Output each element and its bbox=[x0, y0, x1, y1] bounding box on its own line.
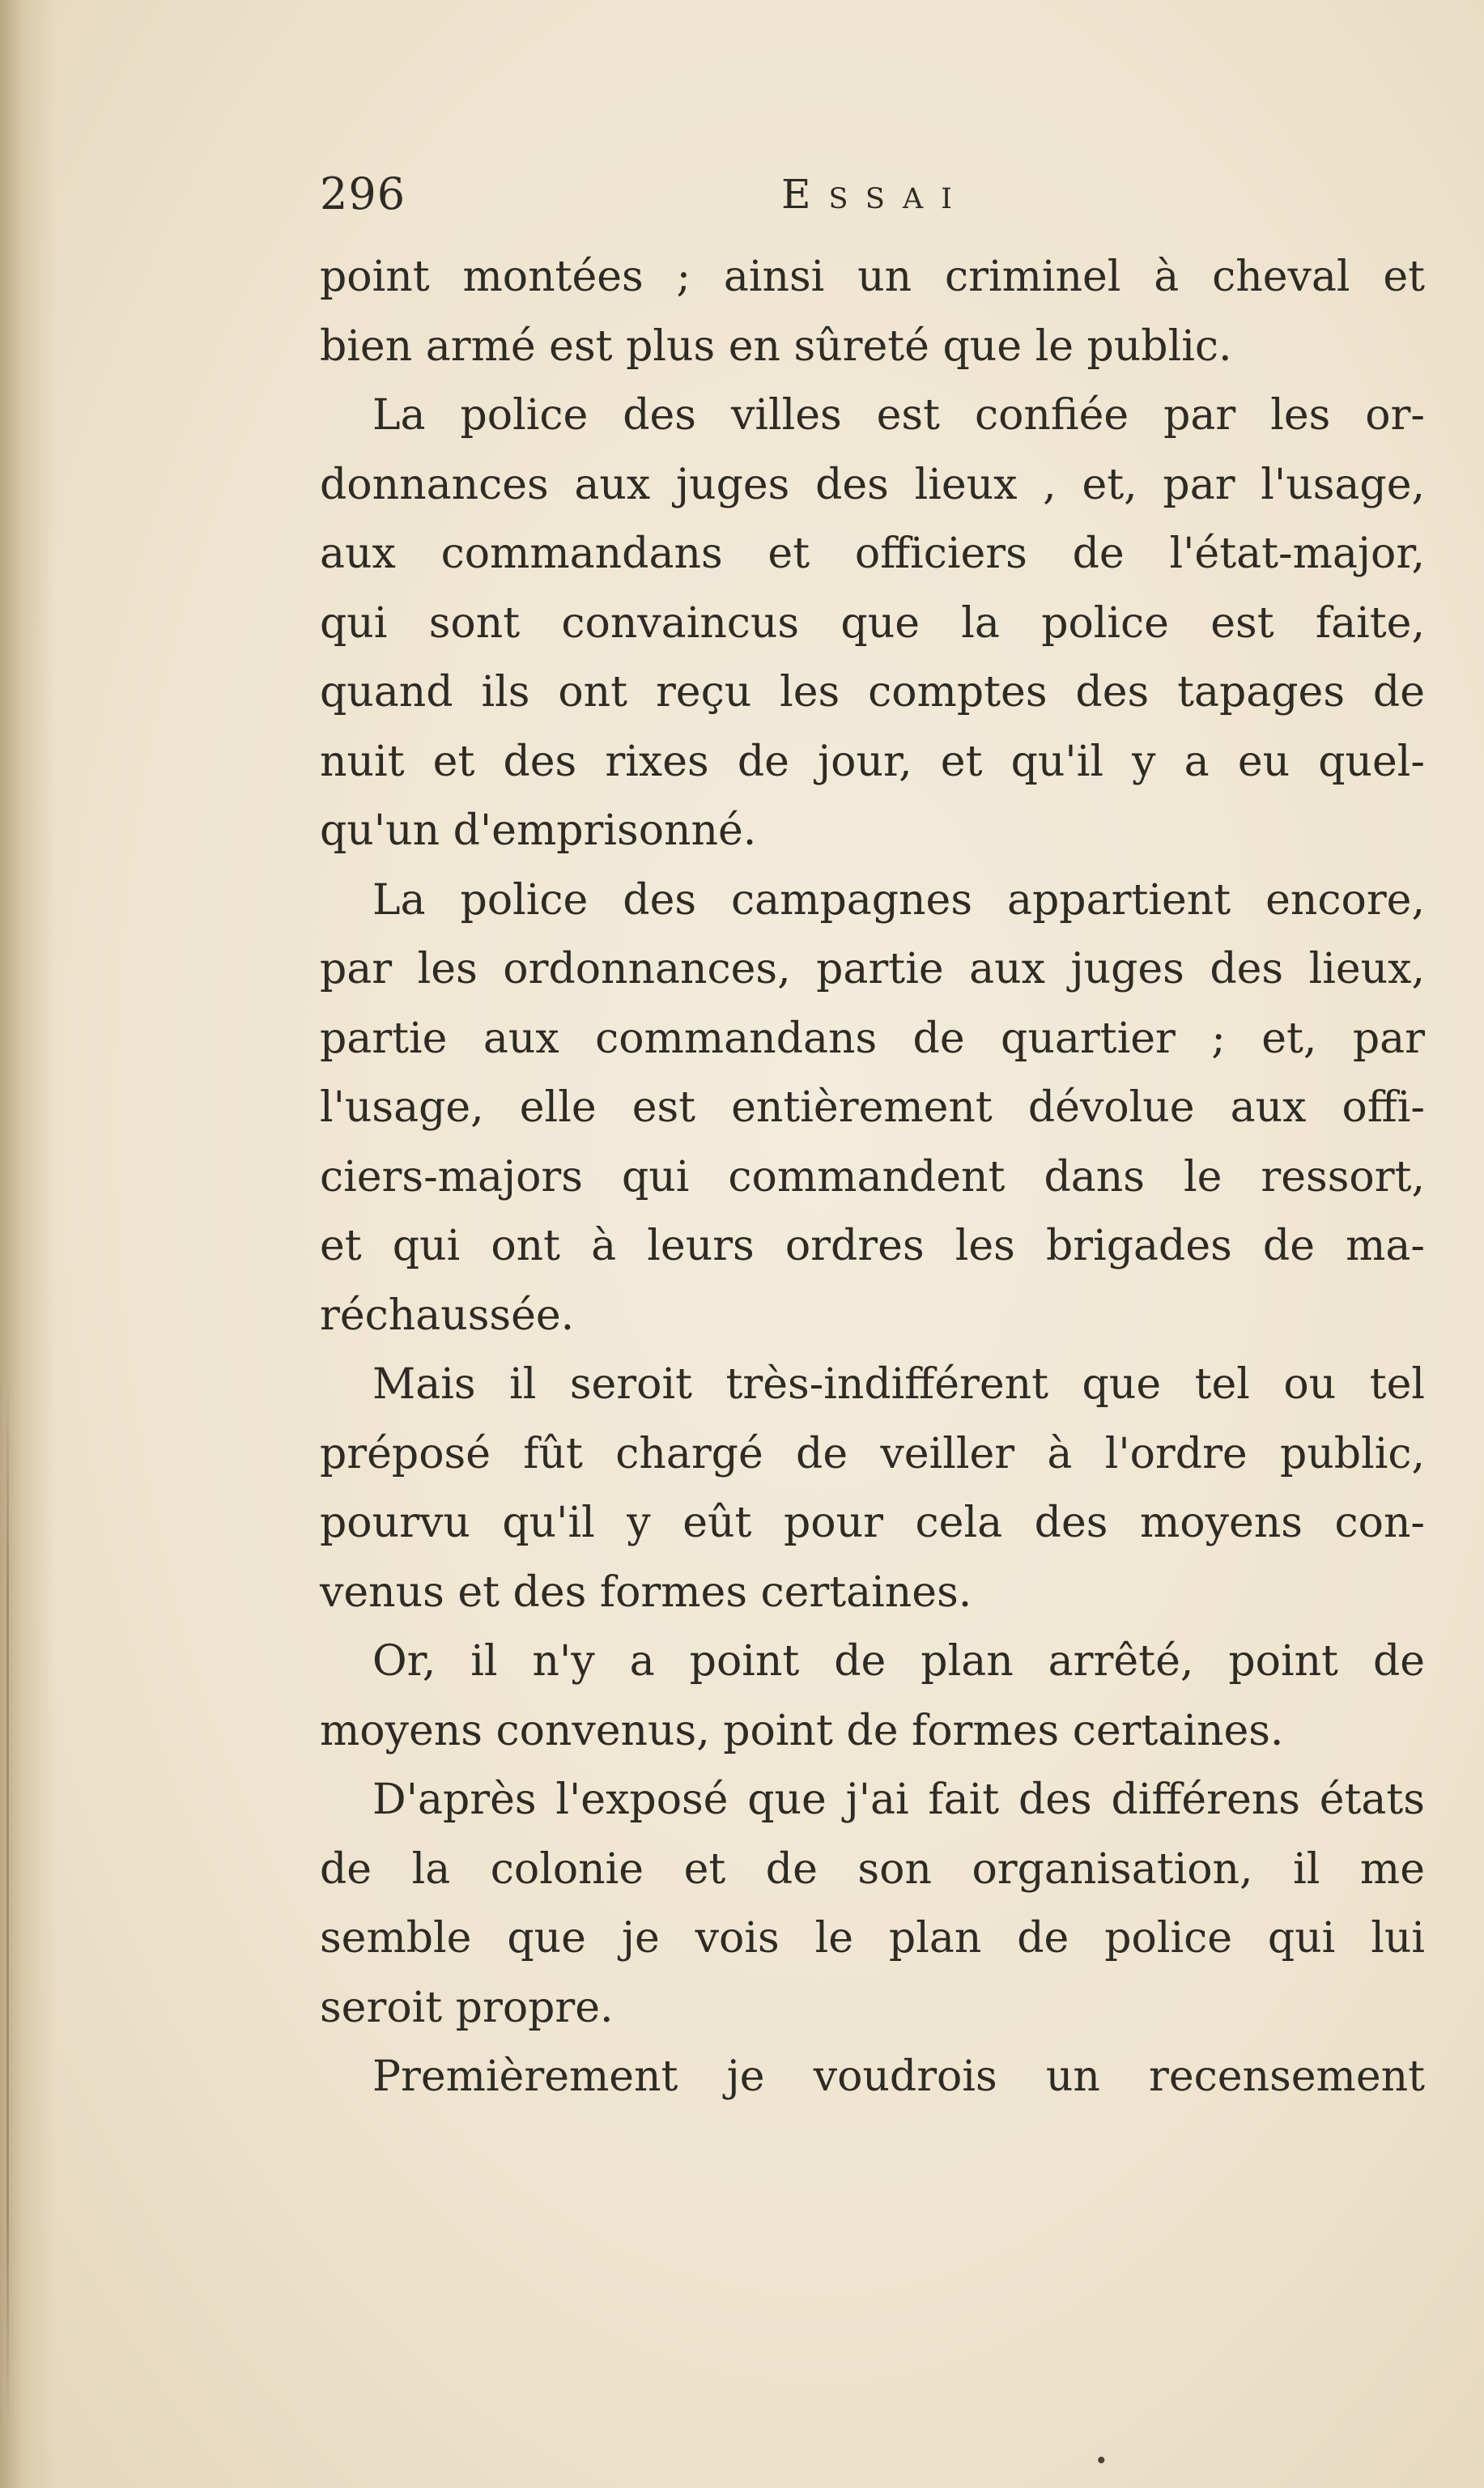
text-line: qui sont convaincus que la police est faite, bbox=[320, 598, 1425, 648]
text-line: préposé fût chargé de veiller à l'ordre public, bbox=[320, 1429, 1425, 1478]
text-line: venus et des formes certaines. bbox=[320, 1567, 972, 1617]
text-line: partie aux commandans de quartier ; et, par bbox=[320, 1014, 1425, 1063]
text-line: et qui ont à leurs ordres les brigades de ma- bbox=[320, 1222, 1425, 1270]
text-line: La police des villes est confiée par les or- bbox=[372, 391, 1425, 440]
text-line: aux commandans et officiers de l'état-major, bbox=[320, 529, 1425, 578]
binding-edge-line bbox=[6, 1376, 9, 2429]
running-head: Essai bbox=[781, 171, 970, 218]
text-line: nuit et des rixes de jour, et qu'il y a eu quel- bbox=[320, 737, 1425, 786]
text-line: Mais il seroit très-indifférent que tel ou tel bbox=[372, 1360, 1425, 1409]
text-line: bien armé est plus en sûreté que le public. bbox=[320, 321, 1232, 371]
printer-mark: • bbox=[1095, 2448, 1108, 2474]
text-line: Premièrement je voudrois un recensement bbox=[372, 2052, 1425, 2101]
text-line: réchaussée. bbox=[320, 1291, 575, 1340]
text-line: moyens convenus, point de formes certaines. bbox=[320, 1706, 1284, 1755]
text-line: seroit propre. bbox=[320, 1983, 614, 2032]
text-line: l'usage, elle est entièrement dévolue aux offi- bbox=[320, 1083, 1425, 1132]
page-header bbox=[320, 166, 1437, 223]
text-line: qu'un d'emprisonné. bbox=[320, 806, 757, 855]
text-line: donnances aux juges des lieux , et, par l'usage, bbox=[320, 460, 1425, 509]
text-line: de la colonie et de son organisation, il me bbox=[320, 1844, 1425, 1894]
page-number: 296 bbox=[320, 168, 406, 219]
text-line: Or, il n'y a point de plan arrêté, point de bbox=[372, 1637, 1425, 1686]
text-line: par les ordonnances, partie aux juges des lieux, bbox=[320, 945, 1425, 993]
text-line: quand ils ont reçu les comptes des tapages de bbox=[320, 668, 1425, 717]
text-line: ciers-majors qui commandent dans le ressort, bbox=[320, 1152, 1425, 1201]
body-text bbox=[320, 243, 1425, 2112]
text-line: point montées ; ainsi un criminel à cheval et bbox=[320, 253, 1425, 301]
text-line: D'après l'exposé que j'ai fait des différens états bbox=[372, 1776, 1425, 1824]
text-line: La police des campagnes appartient encore, bbox=[372, 875, 1425, 925]
text-line: pourvu qu'il y eût pour cela des moyens con- bbox=[320, 1499, 1425, 1547]
text-line: semble que je vois le plan de police qui lui bbox=[320, 1914, 1425, 1963]
